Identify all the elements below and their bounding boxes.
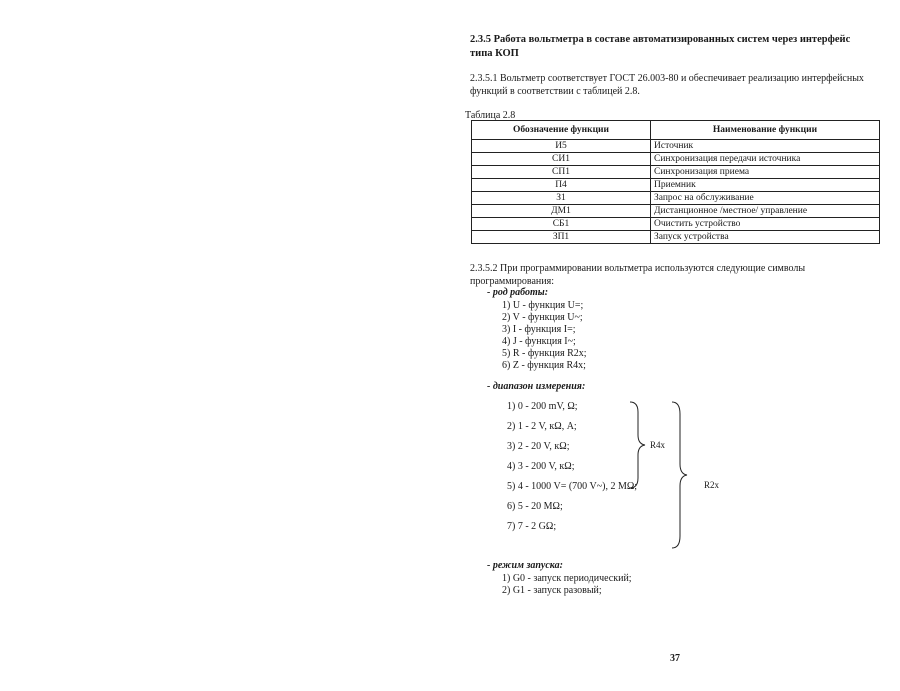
range-item: 2) 1 - 2 V, кΩ, A; [507,421,577,432]
table-cell: Запрос на обслуживание [651,192,880,205]
r2x-brace-icon [670,400,690,550]
r2x-label: R2x [704,480,720,490]
table-cell: З1 [472,192,651,205]
table-row [472,218,880,231]
r4x-brace-icon [628,400,648,490]
table-caption: Таблица 2.8 [465,110,516,121]
range-heading: - диапазон измерения: [487,381,586,392]
mode-item: 1) U - функция U=; [502,300,584,311]
table-cell: Запуск устройства [651,231,880,244]
paragraph-2-3-5-1: 2.3.5.1 Вольтметр соответствует ГОСТ 26.003-80 и обеспечивает реализацию интерфейсных функций в соответствии с таблицей 2.8. [470,73,864,97]
table-cell: Источник [651,140,880,153]
table-row [472,166,880,179]
table-cell: Приемник [651,179,880,192]
functions-table [471,120,880,244]
paragraph-2-3-5-2: 2.3.5.2 При программировании вольтметра используются следующие символы программирования: [470,263,806,287]
table-cell: ЗП1 [472,231,651,244]
table-cell: Дистанционное /местное/ управление [651,205,880,218]
table-cell: СИ1 [472,153,651,166]
mode-item: 5) R - функция R2x; [502,348,587,359]
range-item: 4) 3 - 200 V, кΩ; [507,461,575,472]
section-heading: 2.3.5 Работа вольтметра в составе автоматизированных систем через интерфейс типа КОП [470,34,851,59]
table-cell: СБ1 [472,218,651,231]
table-row [472,192,880,205]
table-cell: П4 [472,179,651,192]
table-row [472,153,880,166]
range-item: 1) 0 - 200 mV, Ω; [507,401,578,412]
table-cell: СП1 [472,166,651,179]
table-cell: И5 [472,140,651,153]
column-header-name: Наименование функции [651,121,880,140]
range-item: 6) 5 - 20 MΩ; [507,501,563,512]
table-row [472,179,880,192]
range-item: 5) 4 - 1000 V= (700 V~), 2 MΩ; [507,481,638,492]
table-row [472,205,880,218]
column-header-designation: Обозначение функции [472,121,651,140]
mode-item: 2) V - функция U~; [502,312,583,323]
trigger-item: 2) G1 - запуск разовый; [502,585,602,596]
table-cell: Синхронизация приема [651,166,880,179]
range-item: 3) 2 - 20 V, кΩ; [507,441,570,452]
r4x-label: R4x [650,440,666,450]
mode-item: 3) I - функция I=; [502,324,576,335]
trigger-heading: - режим запуска: [487,560,563,571]
page-number: 37 [670,653,680,664]
table-header-row [472,121,880,140]
table-cell: ДМ1 [472,205,651,218]
mode-item: 6) Z - функция R4x; [502,360,586,371]
range-item: 7) 7 - 2 GΩ; [507,521,557,532]
table-row [472,231,880,244]
table-row [472,140,880,153]
mode-item: 4) J - функция I~; [502,336,576,347]
mode-heading: - род работы: [487,287,549,298]
table-cell: Синхронизация передачи источника [651,153,880,166]
trigger-item: 1) G0 - запуск периодический; [502,573,632,584]
table-cell: Очистить устройство [651,218,880,231]
